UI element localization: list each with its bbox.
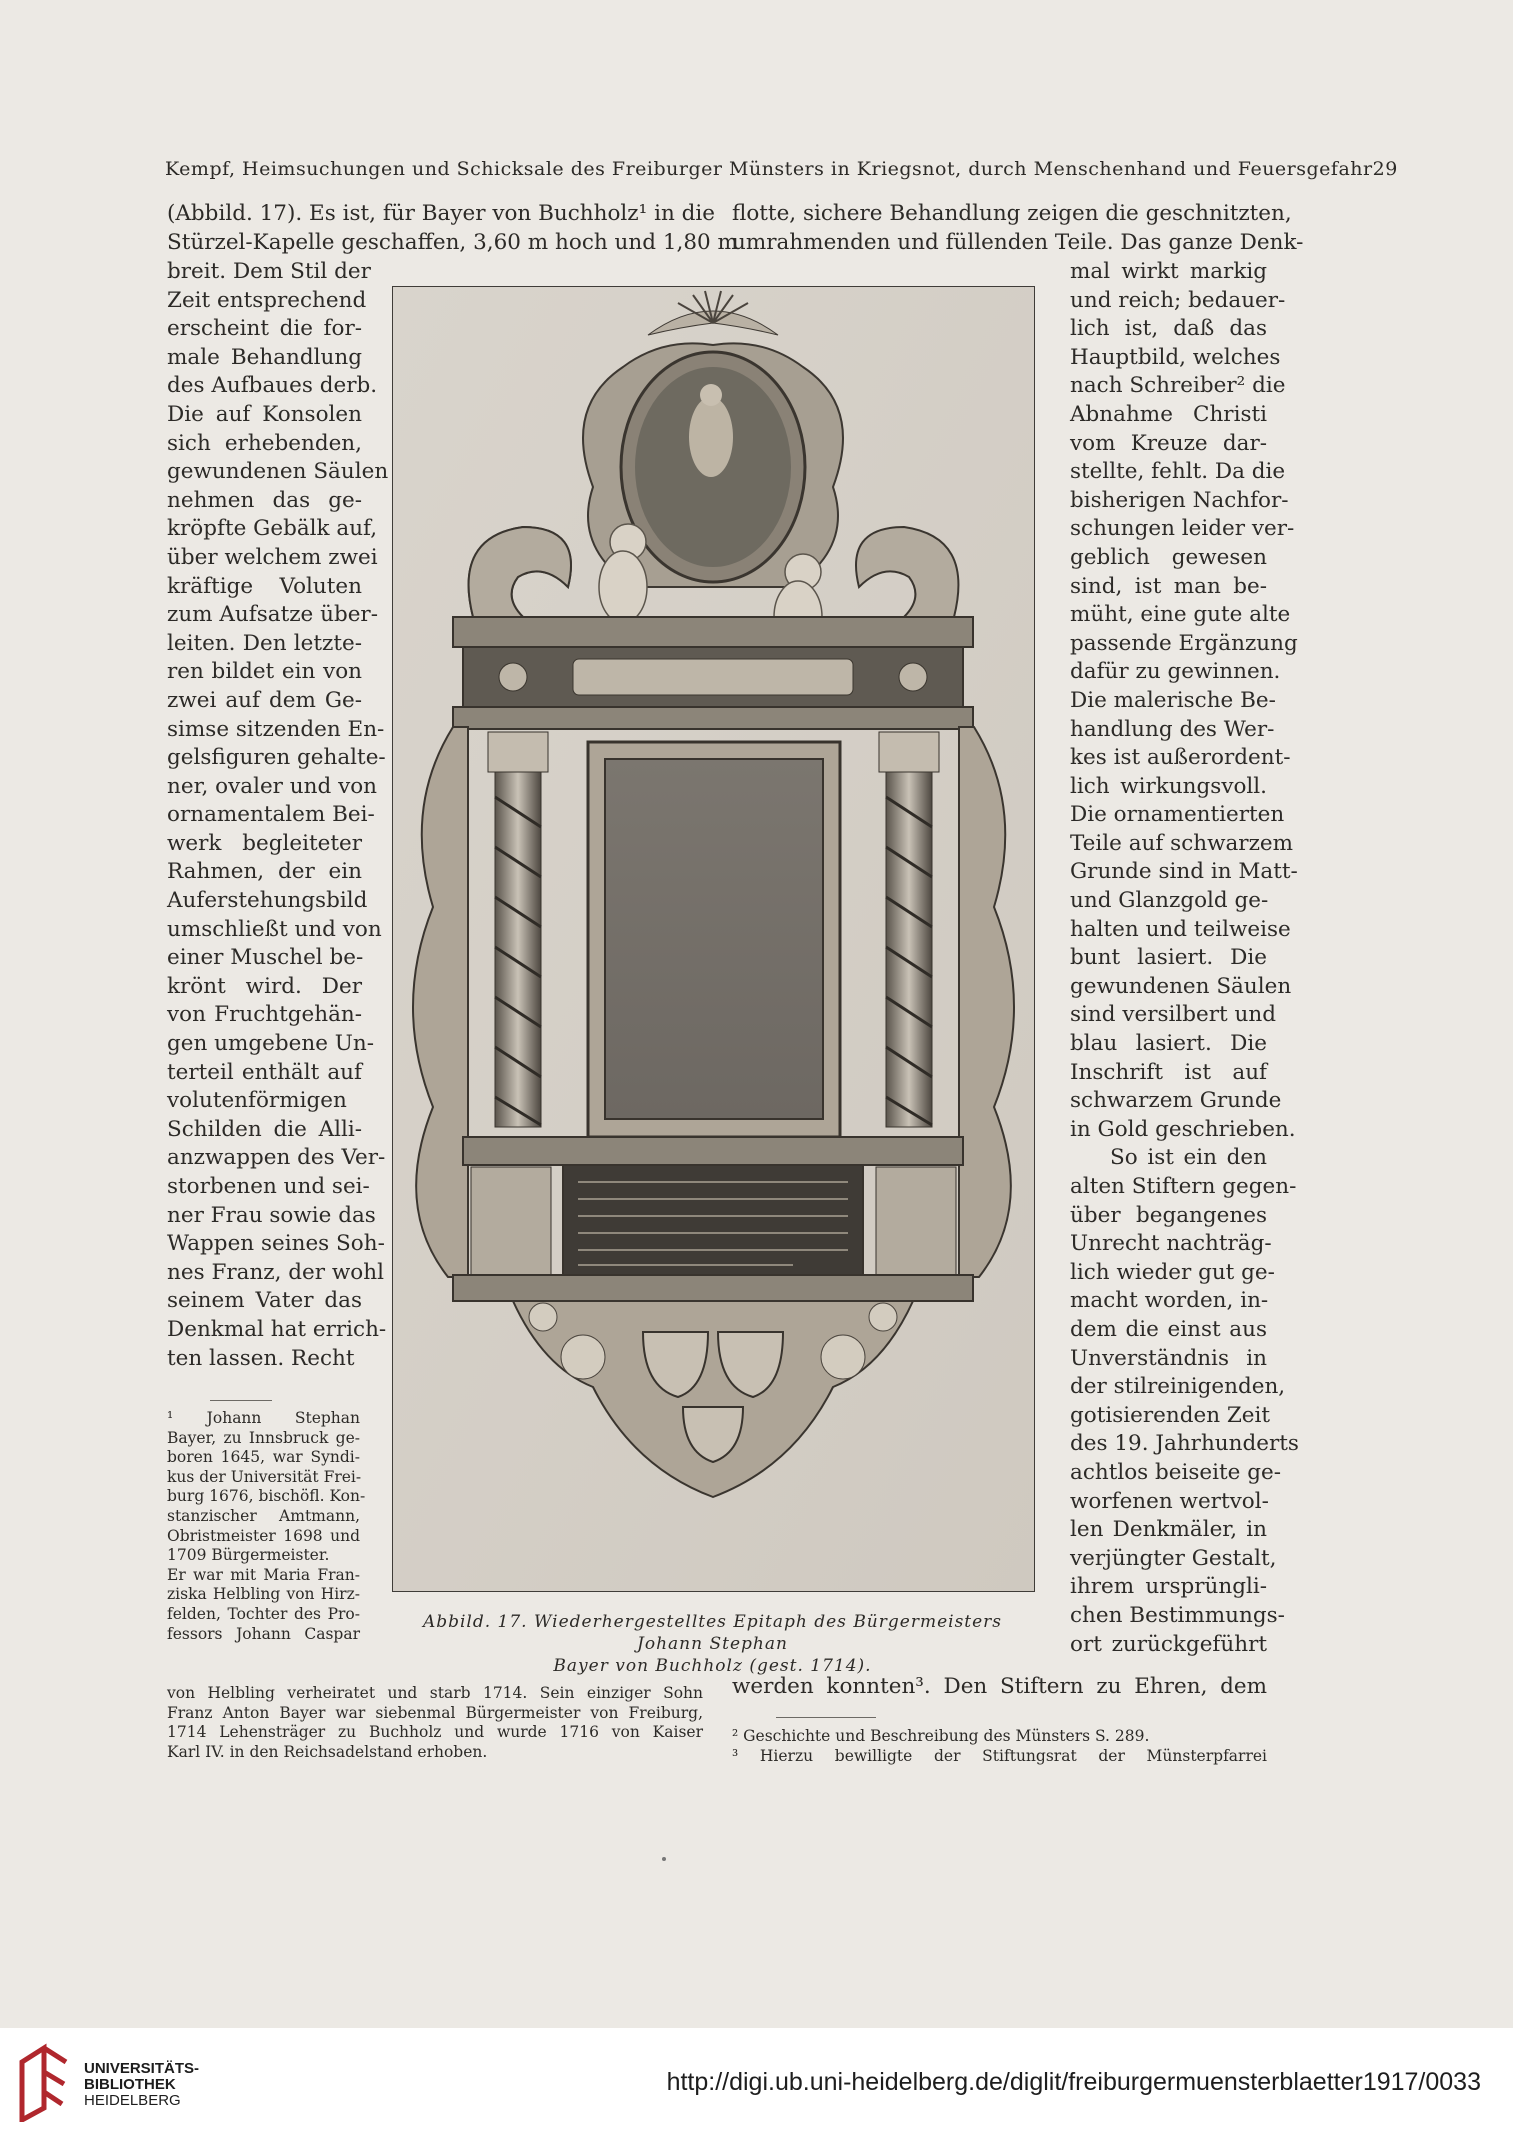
text-line: und reich; bedauer- — [1070, 287, 1286, 313]
text-line: dafür zu gewinnen. — [1070, 659, 1281, 685]
page-number: 29 — [1372, 158, 1398, 180]
text-line: Abnahme Christi — [1070, 401, 1267, 427]
text-line: breit. Dem Stil der — [167, 259, 371, 284]
text-line: einer Muschel be- — [167, 945, 364, 971]
left-column-top — [167, 200, 738, 257]
text-line: der stilreinigenden, — [1070, 1374, 1286, 1400]
footnote-line: ³ Hierzu bewilligte der Stiftungsrat der Münsterpfarrei — [732, 1746, 1267, 1765]
footnote-rule — [776, 1717, 876, 1718]
right-column-continuation — [732, 1673, 1267, 1702]
text-line: zum Aufsatze über- — [167, 602, 378, 628]
text-line: des 19. Jahrhunderts — [1070, 1431, 1299, 1457]
text-line: erscheint die for- — [167, 316, 362, 342]
text-line: gen umgebene Un- — [167, 1031, 375, 1057]
epitaph-illustration — [393, 287, 1034, 1591]
text-line: zwei auf dem Ge- — [167, 687, 362, 713]
text-line: Die malerische Be- — [1070, 687, 1276, 713]
text-line: mal wirkt markig — [1070, 259, 1267, 284]
figure-caption — [392, 1611, 1033, 1677]
footnote-line: Karl IV. in den Reichsadelstand erhoben. — [167, 1742, 488, 1761]
text-line: Zeit entsprechend — [167, 287, 367, 313]
text-line: gewundenen Säulen — [1070, 973, 1292, 999]
footnote-line: fessors Johann Caspar — [167, 1624, 360, 1643]
text-line: seinem Vater das — [167, 1288, 362, 1314]
library-name-line: HEIDELBERG — [84, 2092, 181, 2109]
footnote-line: Franz Anton Bayer war siebenmal Bürgermeister von Freiburg, — [167, 1703, 703, 1722]
text-line: schwarzem Grunde — [1070, 1088, 1282, 1114]
text-line: ner Frau sowie das — [167, 1202, 376, 1228]
library-logo-icon[interactable] — [14, 2042, 76, 2122]
text-line: Hauptbild, welches — [1070, 344, 1281, 370]
text-line: passende Ergänzung — [1070, 630, 1298, 656]
left-column-narrow — [167, 258, 389, 1373]
text-line: ren bildet ein von — [167, 659, 362, 685]
text-line: worfenen wertvol- — [1070, 1488, 1269, 1514]
footnote-line: stanzischer Amtmann, — [167, 1506, 360, 1525]
text-line: Inschrift ist auf — [1070, 1059, 1267, 1085]
footnote-line: Obristmeister 1698 und — [167, 1526, 360, 1545]
text-line: umschließt und von — [167, 916, 382, 942]
text-line: ner, ovaler und von — [167, 773, 378, 799]
text-line: chen Bestimmungs- — [1070, 1602, 1285, 1628]
footnote-line: boren 1645, war Syndi- — [167, 1448, 360, 1467]
footer-bar — [0, 2028, 1513, 2137]
footnote-line: Er war mit Maria Fran- — [167, 1565, 360, 1584]
text-line: handlung des Wer- — [1070, 716, 1275, 742]
text-line: Unrecht nachträg- — [1070, 1231, 1272, 1257]
text-line: terteil enthält auf — [167, 1059, 362, 1085]
text-line: len Denkmäler, in — [1070, 1517, 1267, 1543]
text-line: So ist ein den — [1110, 1145, 1267, 1171]
text-line: storbenen und sei- — [167, 1174, 370, 1199]
text-line: Die ornamentierten — [1070, 802, 1285, 828]
text-line: kröpfte Gebälk auf, — [167, 516, 378, 542]
text-line: flotte, sichere Behandlung zeigen die geschnitzten, — [732, 201, 1292, 226]
running-head — [165, 158, 1398, 180]
text-line: Teile auf schwarzem — [1070, 830, 1294, 856]
text-line: gotisierenden Zeit — [1070, 1402, 1271, 1428]
text-line: ornamentalem Bei- — [167, 802, 375, 828]
epitaph-photograph — [392, 286, 1035, 1592]
text-line: Schilden die Alli- — [167, 1116, 362, 1142]
right-column-top — [732, 200, 1304, 257]
caption-line: Abbild. 17. Wiederhergestelltes Epitaph des Bürgermeisters Johann Stephan — [422, 1612, 1003, 1654]
text-line: stellte, fehlt. Da die — [1070, 459, 1286, 485]
text-line: macht worden, in- — [1070, 1288, 1269, 1314]
text-line: bunt lasiert. Die — [1070, 945, 1267, 971]
footnote-rule — [210, 1400, 272, 1401]
text-line: lich ist, daß das — [1070, 316, 1267, 342]
footnote-1-narrow — [167, 1409, 366, 1644]
footnote-line: ¹ Johann Stephan — [167, 1409, 360, 1427]
text-line: Unverständnis in — [1070, 1345, 1267, 1371]
text-line: leiten. Den letzte- — [167, 630, 362, 656]
text-line: nes Franz, der wohl — [167, 1259, 384, 1285]
text-line: des Aufbaues derb. — [167, 373, 378, 399]
text-line: bisherigen Nachfor- — [1070, 487, 1289, 513]
library-name[interactable] — [84, 2061, 199, 2109]
footnote-line: Bayer, zu Innsbruck ge- — [167, 1428, 360, 1447]
text-line: krönt wird. Der — [167, 973, 362, 999]
right-column-narrow — [1070, 258, 1299, 1659]
text-line: in Gold geschrieben. — [1070, 1116, 1296, 1142]
text-line: Rahmen, der ein — [167, 859, 362, 885]
text-line: sich erhebenden, — [167, 430, 362, 456]
text-line: schungen leider ver- — [1070, 516, 1295, 542]
text-line: Auferstehungsbild — [167, 888, 368, 914]
text-line: Grunde sind in Matt- — [1070, 859, 1298, 885]
text-line: vom Kreuze dar- — [1070, 430, 1267, 456]
footnote-line: 1709 Bürgermeister. — [167, 1546, 330, 1565]
text-line: über welchem zwei — [167, 544, 378, 570]
text-line: Die auf Konsolen — [167, 401, 362, 427]
text-line: sind versilbert und — [1070, 1002, 1276, 1028]
text-line: blau lasiert. Die — [1070, 1031, 1267, 1057]
text-line: verjüngter Gestalt, — [1070, 1545, 1277, 1571]
text-line: nach Schreiber² die — [1070, 373, 1286, 399]
footnote-line: 1714 Lehensträger zu Buchholz und wurde 1716 von Kaiser — [167, 1723, 703, 1742]
text-line: sind, ist man be- — [1070, 573, 1267, 599]
library-name-line: BIBLIOTHEK — [84, 2076, 176, 2093]
text-line: müht, eine gute alte — [1070, 602, 1291, 628]
text-line: anzwappen des Ver- — [167, 1145, 386, 1171]
text-line: Stürzel-Kapelle geschaffen, 3,60 m hoch und 1,80 m — [167, 229, 738, 255]
text-line: achtlos beiseite ge- — [1070, 1459, 1281, 1485]
text-line: von Fruchtgehän- — [167, 1002, 362, 1028]
text-line: gewundenen Säulen — [167, 459, 389, 485]
text-line: volutenförmigen — [167, 1088, 347, 1114]
text-line: simse sitzenden En- — [167, 716, 385, 742]
text-line: halten und teilweise — [1070, 916, 1291, 942]
text-line: kes ist außerordent- — [1070, 745, 1291, 771]
text-line: kräftige Voluten — [167, 573, 362, 599]
source-url-link[interactable]: http://digi.ub.uni-heidelberg.de/diglit/freiburgermuensterblaetter1917/0033 — [666, 2068, 1481, 2096]
footnote-line: ² Geschichte und Beschreibung des Münsters S. 289. — [732, 1727, 1150, 1745]
text-line: werk begleiteter — [167, 830, 362, 856]
text-line: (Abbild. 17). Es ist, für Bayer von Buchholz¹ in die — [167, 201, 716, 226]
footnote-line: felden, Tochter des Pro- — [167, 1604, 360, 1623]
text-line: dem die einst aus — [1070, 1316, 1267, 1342]
text-line: male Behandlung — [167, 344, 362, 370]
text-line: werden konnten³. Den Stiftern zu Ehren, dem — [732, 1674, 1267, 1699]
text-line: ten lassen. Recht — [167, 1345, 355, 1371]
footnote-line: burg 1676, bischöfl. Kon- — [167, 1487, 366, 1506]
text-line: lich wirkungsvoll. — [1070, 773, 1267, 799]
page-speck — [662, 1857, 666, 1861]
text-line: ihrem ursprüngli- — [1070, 1574, 1267, 1600]
text-line: ort zurückgeführt — [1070, 1631, 1267, 1657]
text-line: nehmen das ge- — [167, 487, 362, 513]
text-line: Denkmal hat errich- — [167, 1316, 387, 1342]
library-name-line: UNIVERSITÄTS- — [84, 2060, 200, 2077]
footnotes-right — [732, 1727, 1267, 1766]
footnote-line: von Helbling verheiratet und starb 1714. Sein einziger Sohn — [167, 1684, 703, 1702]
text-line: alten Stiftern gegen- — [1070, 1174, 1297, 1199]
footnote-line: ziska Helbling von Hirz- — [167, 1585, 360, 1604]
text-line: und Glanzgold ge- — [1070, 888, 1269, 914]
text-line: lich wieder gut ge- — [1070, 1259, 1275, 1285]
caption-line: Bayer von Buchholz (gest. 1714). — [553, 1656, 872, 1676]
text-line: über begangenes — [1070, 1202, 1267, 1228]
running-head-title: Kempf, Heimsuchungen und Schicksale des Freiburger Münsters in Kriegsnot, durch Menschenhand und Feuersgefahr — [165, 158, 1373, 180]
footnote-line: kus der Universität Frei- — [167, 1467, 362, 1486]
text-line: Wappen seines Soh- — [167, 1231, 385, 1257]
text-line: gelsfiguren gehalte- — [167, 745, 386, 771]
footnote-1-continued — [167, 1684, 703, 1762]
text-line: geblich gewesen — [1070, 544, 1267, 570]
text-line: umrahmenden und füllenden Teile. Das ganze Denk- — [732, 229, 1304, 255]
